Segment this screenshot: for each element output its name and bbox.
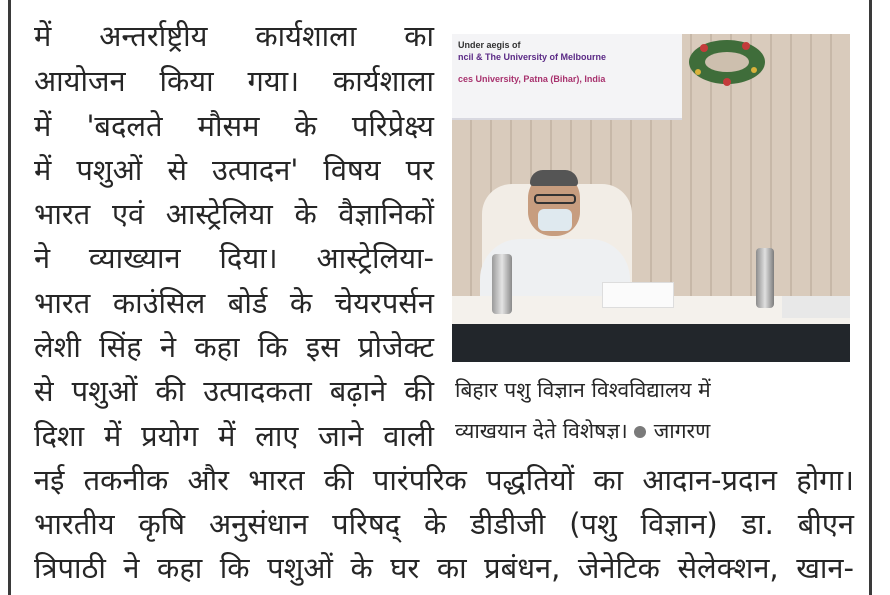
article-line: में 'बदलते मौसम के परिप्रेक्ष्य [34,109,434,143]
article-line: भारतीय कृषि अनुसंधान परिषद् के डीडीजी (पशु विज्ञान) डा. बीएन [34,507,854,541]
article-line: में पशुओं से उत्पादन' विषय पर [34,153,434,187]
article-line: भारत काउंसिल बोर्ड के चेयरपर्सन [34,286,434,320]
article-line: नई तकनीक और भारत की पारंपरिक पद्धतियों का आदान-प्रदान होगा। [34,463,854,497]
caption-line: बिहार पशु विज्ञान विश्वविद्यालय में [455,378,711,402]
article-photo [452,34,850,362]
article-line: से पशुओं की उत्पादकता बढ़ाने की [34,374,434,408]
banner-text: ces University, Patna (Bihar), India [458,74,606,84]
person-hair [530,170,578,186]
banner-text: ncil & The University of Melbourne [458,52,607,62]
article-line: आयोजन किया गया। कार्यशाला [34,64,434,98]
desk-front [452,324,850,362]
caption-text: व्याखयान देते विशेषज्ञ। [455,419,628,443]
caption-credit: जागरण [653,419,711,443]
water-bottle [756,248,774,308]
article-line: दिशा में प्रयोग में लाए जाने वाली [34,419,434,453]
banner-text: Under aegis of [458,40,521,50]
water-bottle [492,254,512,314]
bullet-icon [634,426,646,438]
face-mask [538,209,572,231]
article-line: ने व्याख्यान दिया। आस्ट्रेलिया- [34,241,434,275]
paper-sheet [602,282,674,308]
glasses [534,194,576,204]
article-line: लेशी सिंह ने कहा कि इस प्रोजेक्ट [34,330,434,364]
christmas-wreath-icon [684,34,770,94]
article-line: भारत एवं आस्ट्रेलिया के वैज्ञानिकों [34,197,434,231]
article-line: में अन्तर्राष्ट्रीय कार्यशाला का [34,19,434,53]
article-line: त्रिपाठी ने कहा कि पशुओं के घर का प्रबंधन, जेनेटिक सेलेक्शन, खान- [34,551,854,585]
caption-line-2 [455,414,855,448]
photo-banner [452,34,682,120]
nameplate [782,296,850,318]
